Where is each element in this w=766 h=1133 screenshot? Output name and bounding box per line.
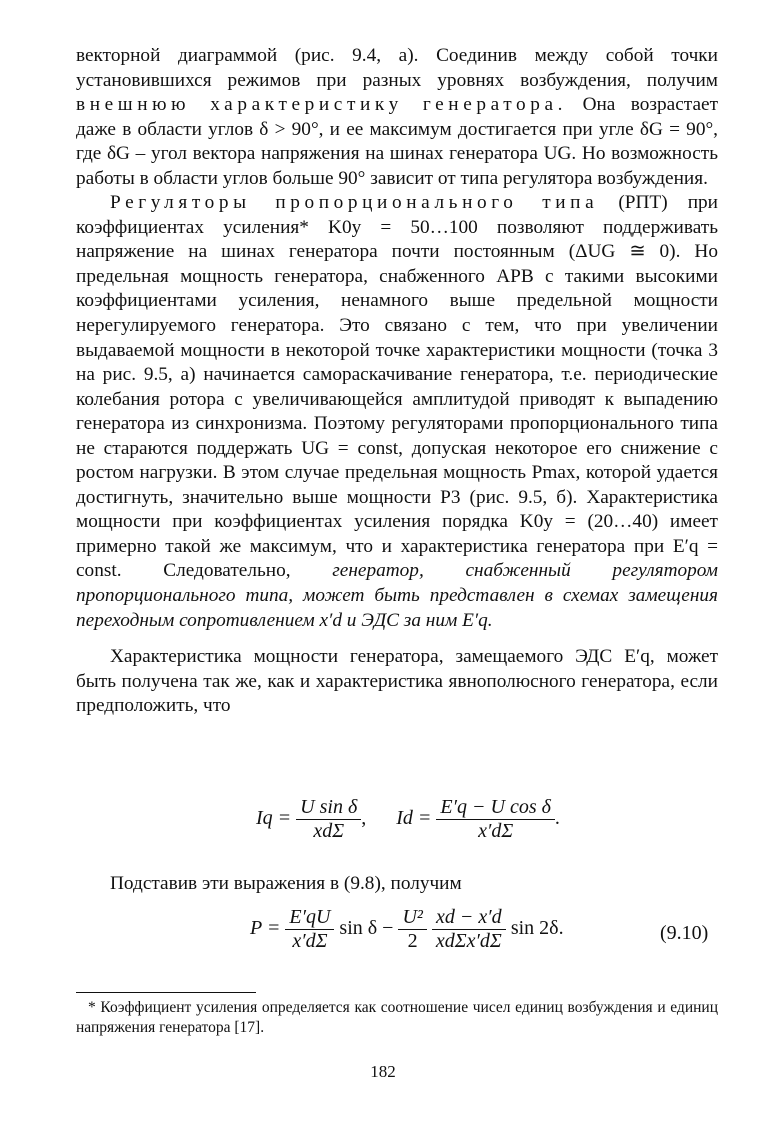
id-lhs: Id = (396, 807, 432, 830)
term-external-characteristic: внешнюю характеристику генератора. (76, 94, 568, 116)
footnote: * Коэффициент усиления определяется как соотношение чисел единиц возбуждения и единиц напряжения генератора [17]. (76, 999, 718, 1036)
p-term2-denominator: 2 (407, 930, 418, 952)
paragraph-2 (76, 191, 718, 633)
term-proportional-regulators: Регуляторы пропорционального типа (110, 192, 599, 214)
main-text (76, 44, 718, 719)
page-number: 182 (370, 1062, 396, 1081)
iq-lhs: Iq = (256, 807, 292, 830)
p-term2-fraction (398, 906, 426, 953)
p-lhs: P = (250, 917, 281, 940)
p-term3-tail: sin 2δ. (510, 917, 564, 940)
paragraph-1 (76, 44, 718, 191)
p-term1-fraction (285, 906, 334, 953)
p-term3-denominator: xdΣx′dΣ (435, 930, 502, 952)
footnote-divider (76, 992, 256, 993)
id-fraction (436, 796, 555, 843)
paragraph-1-rest: Она возрастает даже в области углов δ > 90°, и ее максимум достигается при угле δG = 90°, где δG – угол вектора напряжения на шинах генератора UG. Но возможность работы в области углов больше 90° зависит от типа регулятора возбуждения. (76, 94, 718, 189)
p-term1-denominator: x′dΣ (292, 930, 328, 952)
iq-denominator: xdΣ (313, 820, 345, 842)
paragraph-2-text: (РПТ) при коэффициентах усиления* K0у = 50…100 позволяют поддерживать напряжение на шинах генератора почти постоянным (ΔUG ≅ 0). Но предельная мощность генератора, снабженного АРВ с такими высокими коэффициентами усиления, ненамного выше предельной мощности нерегулируемого генератора. Это связано с тем, что при увеличении выдаваемой мощности в некоторой точке характеристики мощности (точка 3 на рис. 9.5, а) начинается самораскачивание генератора, т.е. периодические колебания ротора с увеличивающейся амплитудой приводят к выпадению генератора из синхронизма. Поэтому регуляторами пропорционального типа не стараются поддержать UG = const, допуская некоторое его снижение с ростом нагрузки. В этом случае предельная мощность Pmax, которой удается достигнуть, значительно выше мощности P3 (рис. 9.5, б). Характеристика мощности при коэффициентах усиления порядка K0у = (20…40) имеет примерно такой же максимум, что и характеристика генератора при E′q = const. Следовательно, (76, 192, 718, 582)
paragraph-3: Характеристика мощности генератора, замещаемого ЭДС E′q, может быть получена так же, как и характеристика явнополюсного генератора, если предположить, что (76, 646, 718, 717)
formula-iq-id: Iq = $\frac{\text{U sin δ}}{\text{xdΣ}}$ , Id = $\frac{\text{E′q − U cos δ}}{x'd\Sigma}$ . (256, 796, 560, 842)
p-term3-numerator: xd − x′d (432, 906, 506, 930)
p-term3-fraction (432, 906, 506, 953)
paragraph-1-text: векторной диаграммой (рис. 9.4, а). Соединив между собой точки установившихся режимов при разных уровнях возбуждения, получим (76, 45, 718, 91)
p-term2-numerator: U² (398, 906, 426, 930)
formula-power (250, 906, 564, 953)
equation-number: (9.10) (660, 922, 709, 944)
p-term1-numerator: E′qU (285, 906, 334, 930)
p-term1-tail: sin δ − (339, 917, 394, 940)
iq-fraction (296, 796, 361, 843)
paragraph-4: Подставив эти выражения в (9.8), получим (110, 873, 462, 894)
id-numerator: E′q − U cos δ (436, 796, 555, 820)
iq-numerator: U sin δ (296, 796, 361, 820)
id-denominator: x′dΣ (478, 820, 514, 842)
paragraph-4-block (76, 872, 718, 897)
paragraph-2-italic-conclusion: генератор, снабженный регулятором пропорционального типа, может быть представлен в схемах замещения переходным сопротивлением x′d и ЭДС за ним E′q. (76, 560, 718, 631)
